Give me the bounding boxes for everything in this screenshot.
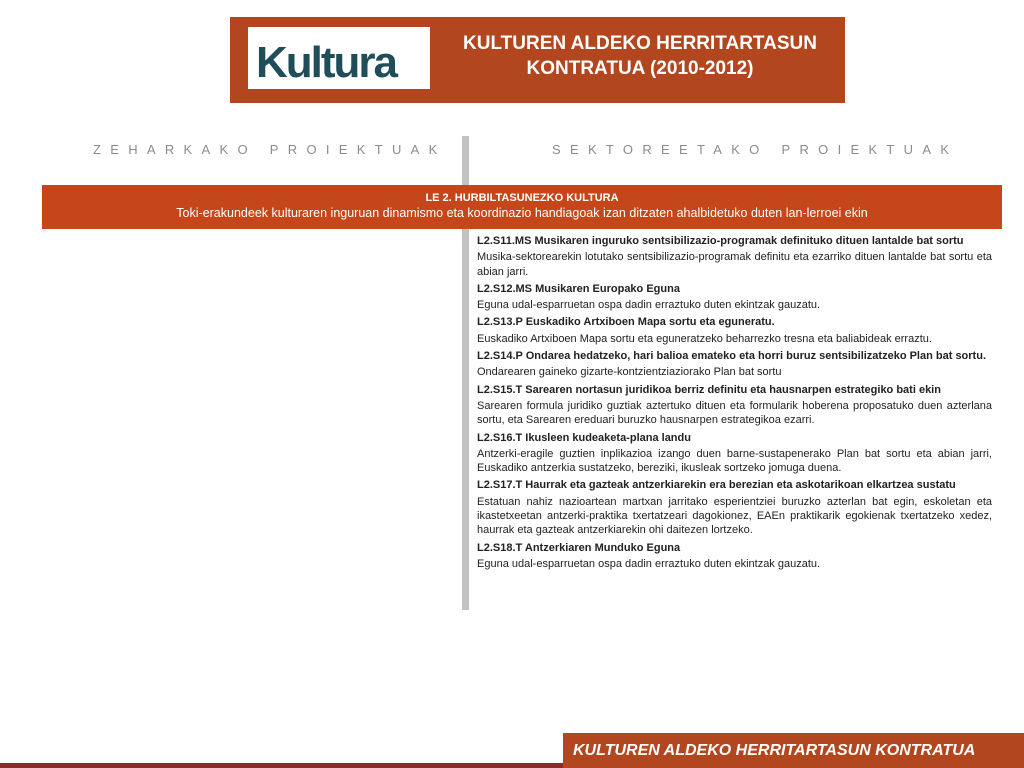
project-list <box>477 234 992 574</box>
footer-banner: KULTUREN ALDEKO HERRITARTASUN KONTRATUA <box>563 733 1024 768</box>
project-description: Euskadiko Artxiboen Mapa sortu eta eguneratzeko beharrezko tresna eta baliabideak erraztu. <box>477 332 932 345</box>
project-description: Antzerki-eragile guztien inplikazioa izango duen barne-sustapenerako Plan bat sortu eta abian jarri, Euskadiko antzerkia sustatzeko, bereziki, ikusleak sortzeko jomuga duena. <box>477 447 992 475</box>
project-description: Eguna udal-esparruetan ospa dadin erraztuko duten ekintzak gauzatu. <box>477 299 821 312</box>
project-description: Ondarearen gaineko gizarte-kontzientziaziorako Plan bat sortu <box>477 366 782 379</box>
column-heading-sektoreetako: SEKTOREETAKO PROIEKTUAK <box>552 142 959 157</box>
project-title: L2.S15.T Sarearen nortasun juridikoa berriz definitu eta hausnarpen estrategiko bati ekin <box>477 383 941 396</box>
project-title: L2.S14.P Ondarea hedatzeko, hari balioa emateko eta horri buruz sentsibilizatzeko Plan bat sortu. <box>477 350 986 363</box>
project-title: L2.S16.T Ikusleen kudeaketa-plana landu <box>477 431 691 444</box>
kultura-logo <box>248 27 430 89</box>
project-title: L2.S17.T Haurrak eta gazteak antzerkiarekin era berezian eta askotarikoan elkartzea sustatu <box>477 479 956 492</box>
project-title: L2.S12.MS Musikaren Europako Eguna <box>477 282 680 295</box>
page-title-line2: KONTRATUA (2010-2012) <box>526 58 754 79</box>
project-title: L2.S11.MS Musikaren inguruko sentsibilizazio-programak definituko dituen lantalde bat sortu <box>477 235 964 247</box>
column-heading-zeharkako: ZEHARKAKO PROIEKTUAK <box>93 142 447 157</box>
project-description: Eguna udal-esparruetan ospa dadin erraztuko duten ekintzak gauzatu. <box>477 557 821 570</box>
project-title: L2.S13.P Euskadiko Artxiboen Mapa sortu eta eguneratu. <box>477 316 775 329</box>
le-description: Toki-erakundeek kulturaren inguruan dinamismo eta koordinazio handiagoak izan ditzaten ahalbidetuko duten lan-lerroei ekin <box>176 206 868 220</box>
footer-rule <box>0 763 563 768</box>
header-banner <box>230 17 845 103</box>
project-description: Estatuan nahiz nazioartean martxan jarritako esperientziei buruzko azterlan bat egin, eskoletan eta ikastetxeetan antzerki-praktika txertatzeari dagokionez, EAEn praktikarik egokienak txertatzeko xedez, haurrak eta gazteak antzerkiarekin ohi daitezen lortzeko. <box>477 495 992 537</box>
project-description: Sarearen formula juridiko guztiak aztertuko dituen eta formularik hoberena proposatuko duen azterlana sortu, eta Sarearen ereduari buruzko hausnarpen estrategikoa ezarri. <box>477 399 992 427</box>
page-title <box>445 31 835 81</box>
page-title-line1: KULTUREN ALDEKO HERRITARTASUN <box>463 33 817 54</box>
svg-text:Kultura: Kultura <box>256 38 396 87</box>
le-title: LE 2. HURBILTASUNEZKO KULTURA <box>425 192 619 204</box>
project-title: L2.S18.T Antzerkiaren Munduko Eguna <box>477 541 681 554</box>
le-banner <box>42 185 1002 229</box>
kultura-logo-image <box>248 27 430 89</box>
project-description: Musika-sektorearekin lotutako sentsibilizazio-programak definitu eta ezarriko dituen lantalde bat sortu eta abian jarri. <box>477 251 992 278</box>
